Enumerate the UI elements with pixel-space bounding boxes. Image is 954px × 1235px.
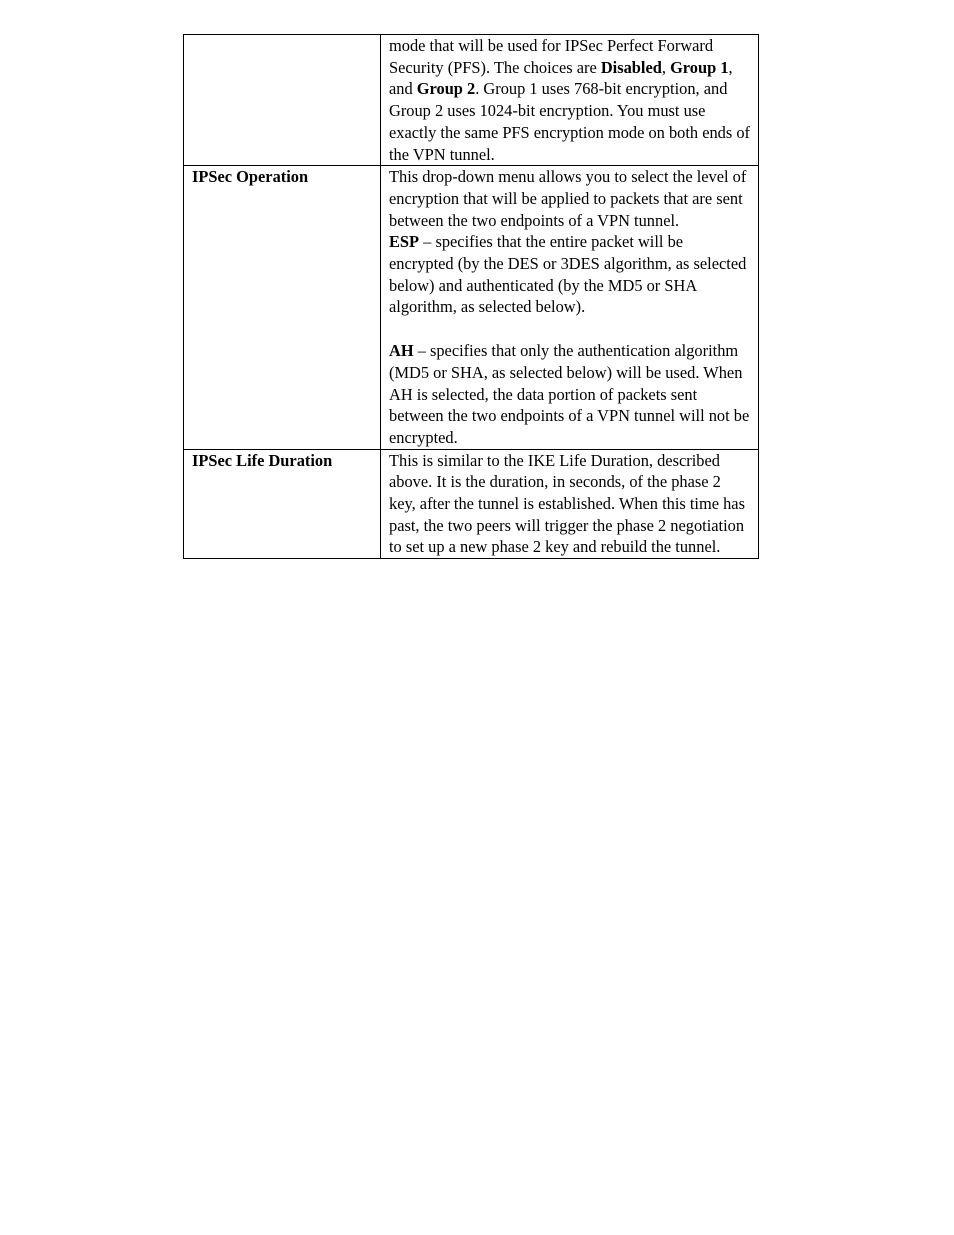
row-label-empty [184,35,381,166]
pfs-sep-1: , [661,57,671,77]
settings-description-table [183,34,759,559]
ah-text: – specifies that only the authentication algorithm (MD5 or SHA, as selected below) will be used. When AH is selected, the data portion of packets sent between the two endpoints of a VPN tunnel will not be encrypted. [389,341,750,447]
esp-paragraph [389,231,750,318]
pfs-paragraph [389,35,750,165]
ah-paragraph [389,340,750,449]
table-row-pfs [184,35,759,166]
ipsec-operation-description [381,166,759,449]
pfs-text-rest: . Group 1 uses 768-bit encryption, and Group 2 uses 1024-bit encryption. You must use exactly the same PFS encryption mode on both ends of the VPN tunnel. [389,79,750,164]
ah-term: AH [389,341,414,361]
pfs-sep-2: , and [389,57,733,99]
esp-text: – specifies that the entire packet will be encrypted (by the DES or 3DES algorithm, as selected below) and authenticated (by the MD5 or SHA algorithm, as selected below). [389,232,747,317]
pfs-choice-group2: Group 2 [416,79,476,99]
ipsec-life-duration-description [381,449,759,559]
pfs-choice-disabled: Disabled [600,57,662,77]
blank-line [389,318,750,340]
ipsec-operation-intro: This drop-down menu allows you to select the level of encryption that will be applied to packets that are sent between the two endpoints of a VPN tunnel. [389,167,747,230]
row-label-ipsec-operation: IPSec Operation [184,166,381,449]
pfs-description [381,35,759,166]
ipsec-life-duration-text: This is similar to the IKE Life Duration, described above. It is the duration, in seconds, of the phase 2 key, after the tunnel is established. When this time has past, the two peers will trigger the phase 2 negotiation to set up a new phase 2 key and rebuild the tunnel. [389,450,745,557]
pfs-text-intro: mode that will be used for IPSec Perfect Forward Security (PFS). The choices are [389,36,714,77]
esp-term: ESP [389,232,420,252]
table-row-ipsec-life-duration [184,449,759,559]
pfs-choice-group1: Group 1 [670,57,729,77]
table-row-ipsec-operation [184,166,759,449]
row-label-ipsec-life-duration: IPSec Life Duration [184,449,381,559]
